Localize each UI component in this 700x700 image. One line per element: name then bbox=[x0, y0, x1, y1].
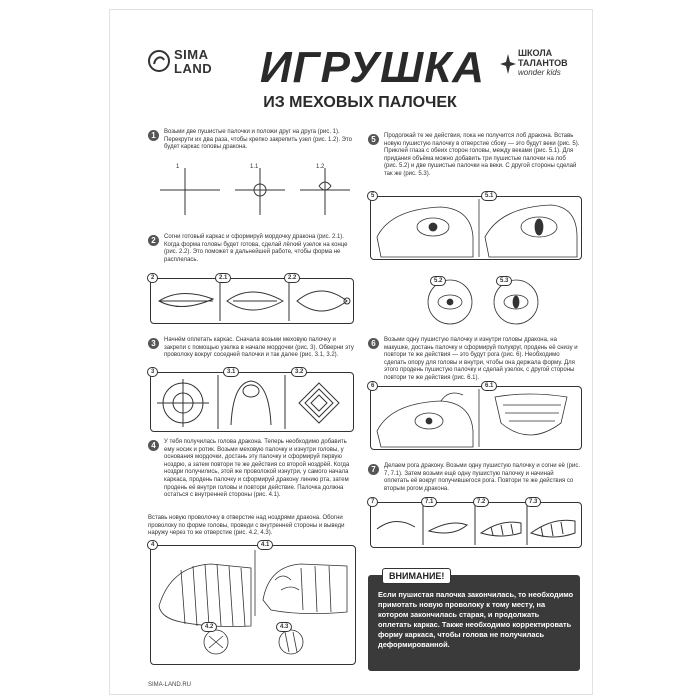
step-2-text: Согни готовый каркас и сформируй мордочку дракона (рис. 2.1). Когда форма головы будет готова, сделай лёгкий узелок на конце (рис. 2.2). Это поможет в дальнейшей работе, чтобы форма не расплелась. bbox=[164, 234, 348, 263]
fig-3-2-label: 3.2 bbox=[291, 367, 307, 377]
warning-title: ВНИМАНИЕ! bbox=[382, 568, 451, 584]
fig-7-1-label: 7.1 bbox=[421, 497, 437, 507]
step-3-number: 3 bbox=[148, 338, 159, 349]
step-6-text: Возьми одну пушистую палочку и изнутри головы дракона, на макушке, достань палочку и сформируй полукруг, продень её снизу и повтори те же действия — это будут рога (рис. 6). Необходимо сделать опору для головы и внутри, чтобы она держала форму. Для этого продень пушистую палочку и сделай узелок, с другой стороны повтори те же действия (рис. 6.1). bbox=[384, 337, 578, 381]
fig-5-1-label: 5.1 bbox=[481, 191, 497, 201]
fig-4-3-label: 4.3 bbox=[276, 622, 292, 632]
step-5-number: 5 bbox=[368, 134, 379, 145]
step-5-figure-box bbox=[370, 193, 582, 260]
step-6-number: 6 bbox=[368, 338, 379, 349]
step-3-text: Начнём оплетать каркас. Сначала возьми меховую палочку и закрепи с помощью узелка в начале мордочки (рис. 3). Обверни эту проволоку вокруг соседней палочки и так далее (рис. 3.1, 3.2). bbox=[164, 337, 354, 359]
star-burst-icon bbox=[500, 52, 516, 82]
step-4-illustrations bbox=[151, 546, 355, 664]
fig-3-label: 3 bbox=[147, 367, 158, 377]
warning-text: Если пушистая палочка закончилась, то необходимо примотать новую проволоку к тому месту, на котором закончилась старая, и продолжать оплетать каркас. Также необходимо корректировать форму каркаса, чтобы голова не получилась деформированной. bbox=[378, 590, 574, 649]
wonder-kids-logo bbox=[500, 48, 580, 94]
sima-land-logo bbox=[148, 48, 238, 88]
step-6-figure-box bbox=[370, 383, 582, 450]
page-subtitle: ИЗ МЕХОВЫХ ПАЛОЧЕК bbox=[263, 94, 457, 111]
fig-5-2-label: 5.2 bbox=[430, 276, 446, 286]
instruction-sheet bbox=[110, 10, 592, 694]
fig-4-label: 4 bbox=[147, 540, 158, 550]
step-4-number: 4 bbox=[148, 440, 159, 451]
footer-site: SIMA-LAND.RU bbox=[148, 682, 192, 688]
fig-5-3-label: 5.3 bbox=[496, 276, 512, 286]
step-2-illustrations bbox=[151, 279, 353, 323]
step-2-number: 2 bbox=[148, 235, 159, 246]
step-1-illustrations bbox=[150, 160, 350, 220]
fig-5-label: 5 bbox=[367, 191, 378, 201]
fig-6-label: 6 bbox=[367, 381, 378, 391]
fig-4-2-label: 4.2 bbox=[201, 622, 217, 632]
fig-2-label: 2 bbox=[147, 273, 158, 283]
step-7-figure-box bbox=[370, 499, 582, 548]
fig-2-1-label: 2.1 bbox=[215, 273, 231, 283]
step-5-illustrations bbox=[371, 197, 581, 259]
step-4-text2: Вставь новую проволочку в отверстие над ноздрями дракона. Обогни проволоку по форме головы, проведи с внутренней стороны и выведи наружу через то же отверстие (рис. 4.2, 4.3). bbox=[148, 515, 345, 537]
fig-7-2-label: 7.2 bbox=[473, 497, 489, 507]
step-6-illustrations bbox=[371, 387, 581, 449]
step-7-number: 7 bbox=[368, 464, 379, 475]
step-7-illustrations bbox=[371, 503, 581, 547]
step-5-text: Продолжай те же действия, пока не получится лоб дракона. Вставь новую пушистую палочку в отверстие сбоку — это будут веки (рис. 5). Приклей глаза с обеих сторон головы, между веками (рис. 5.1). Для придания объёма можно добавить три пушистые палочки на лоб (рис. 5.2) и две пушистые палочки на веки. С другой стороны сделай так же (рис. 5.3). bbox=[384, 133, 580, 177]
step-4-figure-box bbox=[150, 542, 356, 665]
step-4-text: У тебя получилась голова дракона. Теперь необходимо добавить ему носик и ротик. Возьми меховую палочку и изнутри головы, у основания мордочки, достань эту палочку и сформируй первую ноздрю, а затем повтори те же действия со второй ноздрёй. Когда ноздри получились, этой же проволокой изнутри, у самого начала каркаса, продень палочку и сформируй дракону линию рта, затем продень её внутри головы и повтори действие. Палочка должна остаться с внутренней стороны (рис. 4.1). bbox=[164, 439, 350, 499]
fig-7-label: 7 bbox=[367, 497, 378, 507]
brand-left-text: SIMA LAND bbox=[174, 47, 213, 76]
step-1-text: Возьми две пушистые палочки и положи друг на друга (рис. 1). Перекрути их два раза, чтобы крепко закрепить узел (рис. 1.2). Это будет каркас головы дракона. bbox=[164, 129, 353, 151]
sima-land-logo-icon bbox=[148, 50, 170, 72]
step-3-illustrations bbox=[151, 373, 353, 431]
page-title: ИГРУШКА bbox=[260, 43, 486, 92]
step-7-text: Делаем рога дракону. Возьми одну пушистую палочку и согни её (рис. 7, 7.1). Затем возьми ещё одну пушистую палочку и начинай оплетать её вокруг получившегося рога. Повтори те же действия со вторым рогом дракона. bbox=[384, 463, 581, 492]
fig-7-3-label: 7.3 bbox=[525, 497, 541, 507]
fig-3-1-label: 3.1 bbox=[223, 367, 239, 377]
fig-2-2-label: 2.2 bbox=[284, 273, 300, 283]
step-2-figure-box bbox=[150, 275, 354, 324]
brand-right-line1: ШКОЛА ТАЛАНТОВ bbox=[518, 48, 568, 68]
fig-4-1-label: 4.1 bbox=[257, 540, 273, 550]
step-1-number: 1 bbox=[148, 130, 159, 141]
fig-6-1-label: 6.1 bbox=[481, 381, 497, 391]
fig-1-2-label: 1.2 bbox=[316, 164, 325, 170]
fig-1-label: 1 bbox=[176, 164, 180, 170]
brand-right-line2: wonder kids bbox=[518, 68, 561, 77]
step-3-figure-box bbox=[150, 369, 354, 432]
fig-1-1-label: 1.1 bbox=[250, 164, 259, 170]
